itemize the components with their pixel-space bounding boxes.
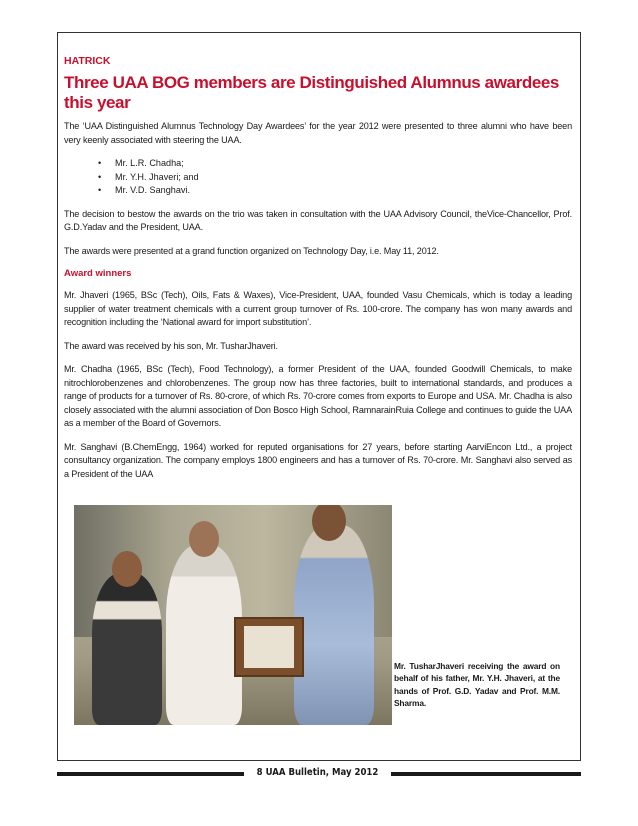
- head-left: [112, 551, 142, 587]
- plaque-certificate: [244, 626, 294, 668]
- chadha-paragraph: Mr. Chadha (1965, BSc (Tech), Food Technology), a former President of the UAA, founded Goodwill Chemicals, to make nitrochlorobenzenes and chlorobenzenes. The group now has three factories, built to international standards, and produces a range of products for a turnover of Rs. 80-crore, of which Rs. 70-crore comes from exports to Europe and USA. Mr. Chadha is also closely associated with the alumni association of Don Bosco High School, RamnarainRuia College and continues to guide the UAA as a member of the Board of Governors.: [64, 364, 572, 428]
- person-center: [166, 545, 242, 725]
- page-footer: [57, 766, 581, 782]
- intro-paragraph: The ‘UAA Distinguished Alumnus Technology Day Awardees’ for the year 2012 were presented to three alumni who have been very keenly associated with steering the UAA.: [64, 121, 572, 145]
- head-center: [189, 521, 219, 557]
- jhaveri-paragraph: Mr. Jhaveri (1965, BSc (Tech), Oils, Fats & Waxes), Vice-President, UAA, founded Vasu Chemicals, which is today a leading supplier of water treatment chemicals with a current group turnover of Rs. 100-crore. The company has won many awards and recognition including the ‘National award for import substitution’.: [64, 290, 572, 327]
- person-right: [294, 525, 374, 725]
- footer-rule-left: [57, 772, 244, 776]
- person-left: [92, 573, 162, 725]
- footer-rule-right: [391, 772, 581, 776]
- decision-paragraph: The decision to bestow the awards on the trio was taken in consultation with the UAA Advisory Council, theVice-Chancellor, Prof. G.D.Yadav and the President, UAA.: [64, 208, 572, 232]
- article-title: Three UAA BOG members are Distinguished Alumnus awardees this year: [64, 73, 559, 112]
- list-item: • Mr. Y.H. Jhaveri; and: [98, 171, 572, 185]
- presented-paragraph: The awards were presented at a grand function organized on Technology Day, i.e. May 11, 2012.: [64, 245, 439, 256]
- awardee-list: [64, 157, 572, 198]
- sanghavi-paragraph: Mr. Sanghavi (B.ChemEngg, 1964) worked for reputed organisations for 27 years, before starting AarviEncon Ltd., a project consultancy organization. The company employs 1800 engineers and has a turnover of Rs. 70-crore. Mr. Sanghavi also served as a President of the UAA: [64, 441, 572, 479]
- section-kicker: HATRICK: [64, 55, 111, 67]
- award-plaque: [234, 617, 304, 677]
- award-winners-heading: Award winners: [64, 268, 132, 279]
- award-photo: [74, 505, 392, 725]
- received-paragraph: The award was received by his son, Mr. TusharJhaveri.: [64, 340, 278, 351]
- footer-text: 8 UAA Bulletin, May 2012: [256, 767, 379, 778]
- article: [64, 55, 572, 491]
- photo-caption: Mr. TusharJhaveri receiving the award on behalf of his father, Mr. Y.H. Jhaveri, at the hands of Prof. G.D. Yadav and Prof. M.M. Sharma.: [394, 661, 560, 708]
- list-item: • Mr. V.D. Sanghavi.: [98, 184, 572, 198]
- list-item: • Mr. L.R. Chadha;: [98, 157, 572, 171]
